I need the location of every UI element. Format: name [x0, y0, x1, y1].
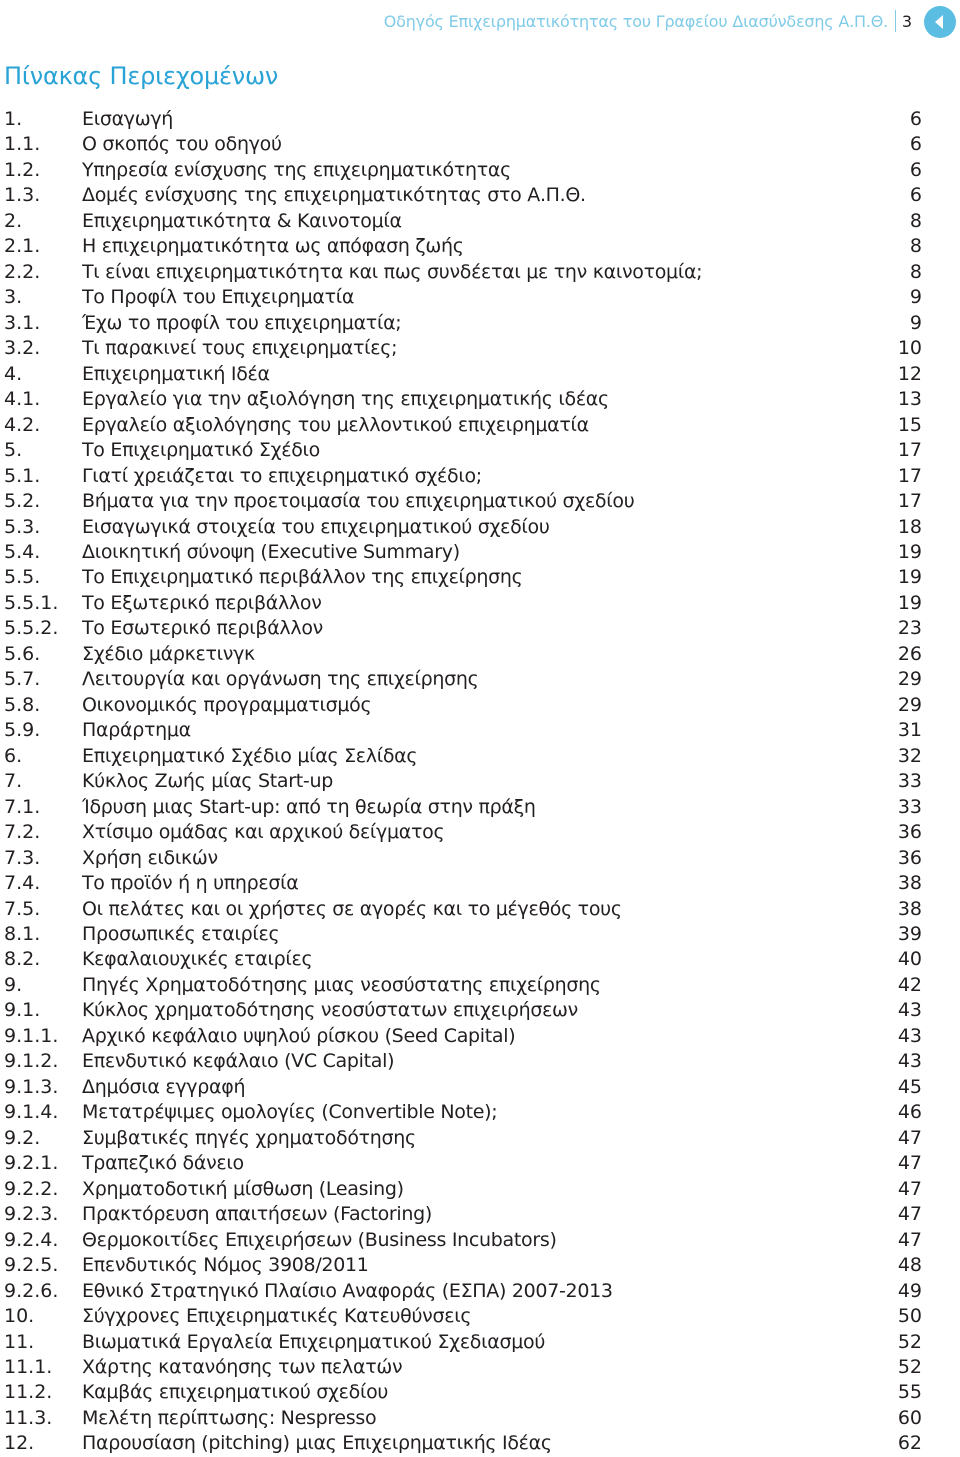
- toc-entry-label[interactable]: Σχέδιο μάρκετινγκ: [82, 642, 255, 665]
- toc-entry[interactable]: [4, 693, 922, 718]
- toc-entry[interactable]: [4, 183, 922, 208]
- toc-entry-label[interactable]: Καμβάς επιχειρηματικού σχεδίου: [82, 1381, 389, 1404]
- toc-entry-label[interactable]: Κύκλος χρηματοδότησης νεοσύστατων επιχειρήσεων: [82, 999, 578, 1022]
- toc-entry-page[interactable]: 9: [909, 286, 922, 309]
- toc-entry-label[interactable]: Εισαγωγικά στοιχεία του επιχειρηματικού σχεδίου: [82, 515, 550, 538]
- toc-entry[interactable]: [4, 947, 922, 972]
- toc-entry[interactable]: [4, 1355, 922, 1380]
- toc-entry-label[interactable]: Κύκλος Ζωής μίας Start-up: [82, 770, 333, 793]
- toc-entry[interactable]: [4, 158, 922, 183]
- toc-entry[interactable]: [4, 642, 922, 667]
- toc-entry-label[interactable]: Θερμοκοιτίδες Επιχειρήσεων (Business Incubators): [82, 1228, 557, 1251]
- toc-entry-label[interactable]: Μελέτη περίπτωσης: Nespresso: [82, 1406, 377, 1429]
- toc-entry[interactable]: [4, 209, 922, 234]
- toc-entry-page[interactable]: 6: [909, 108, 922, 130]
- toc-entry-page[interactable]: 49: [897, 1279, 922, 1302]
- toc-entry-label[interactable]: Βιωματικά Εργαλεία Επιχειρηματικού Σχεδιασμού: [82, 1330, 546, 1353]
- toc-entry-number: 5.: [4, 439, 23, 462]
- toc-entry-label[interactable]: Το Επιχειρηματικό περιβάλλον της επιχείρησης: [82, 566, 523, 589]
- toc-entry[interactable]: [4, 795, 922, 820]
- toc-entry-label[interactable]: Χάρτης κατανόησης των πελατών: [82, 1355, 403, 1378]
- toc-entry-page[interactable]: 13: [897, 388, 922, 411]
- toc-entry-page[interactable]: 6: [909, 158, 922, 181]
- toc-entry-page[interactable]: 47: [897, 1177, 922, 1200]
- toc-entry-label[interactable]: Χρήση ειδικών: [82, 846, 218, 869]
- toc-entry-number: 9.1.1.: [4, 1024, 59, 1047]
- toc-entry-number: 9.2.: [4, 1126, 41, 1149]
- toc-entry-label[interactable]: Τι είναι επιχειρηματικότητα και πως συνδέεται με την καινοτομία;: [82, 260, 703, 283]
- toc-entry[interactable]: [4, 1380, 922, 1405]
- toc-entry-number: 5.9.: [4, 719, 41, 742]
- toc-entry[interactable]: [4, 1126, 922, 1151]
- toc-entry[interactable]: [4, 846, 922, 871]
- toc-entry[interactable]: [4, 285, 922, 310]
- toc-entry[interactable]: [4, 1279, 922, 1304]
- toc-entry-label[interactable]: Ίδρυση μιας Start-up: από τη θεωρία στην πράξη: [82, 795, 536, 818]
- toc-entry-number: 1.: [4, 108, 23, 130]
- toc-entry-label[interactable]: Κεφαλαιουχικές εταιρίες: [82, 948, 313, 971]
- toc-entry[interactable]: [4, 1304, 922, 1329]
- toc-entry[interactable]: [4, 922, 922, 947]
- toc-entry-label[interactable]: Το Επιχειρηματικό Σχέδιο: [82, 439, 320, 462]
- toc-entry[interactable]: [4, 464, 922, 489]
- toc-entry-page[interactable]: 23: [897, 617, 922, 640]
- toc-list: [4, 107, 922, 1457]
- toc-entry[interactable]: [4, 1100, 922, 1125]
- toc-entry-page[interactable]: 52: [897, 1330, 922, 1353]
- toc-entry-number: 11.2.: [4, 1381, 53, 1404]
- toc-entry-number: 5.5.: [4, 566, 41, 589]
- toc-entry[interactable]: [4, 718, 922, 743]
- toc-entry[interactable]: [4, 387, 922, 412]
- toc-entry-label[interactable]: Λειτουργία και οργάνωση της επιχείρησης: [82, 668, 479, 691]
- toc-entry-label[interactable]: Τραπεζικό δάνειο: [82, 1152, 244, 1175]
- toc-entry-page[interactable]: 15: [897, 413, 922, 436]
- toc-entry-number: 5.3.: [4, 515, 41, 538]
- header-divider: [895, 10, 896, 32]
- toc-entry-label[interactable]: Τι παρακινεί τους επιχειρηματίες;: [82, 337, 398, 360]
- toc-entry[interactable]: [4, 260, 922, 285]
- toc-entry[interactable]: [4, 1049, 922, 1074]
- toc-entry-page[interactable]: 62: [897, 1432, 922, 1455]
- toc-entry-page[interactable]: 46: [897, 1101, 922, 1124]
- toc-entry-label[interactable]: Παράρτημα: [82, 719, 191, 742]
- toc-entry-label[interactable]: Πηγές Χρηματοδότησης μιας νεοσύστατης επιχείρησης: [82, 973, 601, 996]
- toc-entry-number: 9.2.1.: [4, 1152, 59, 1175]
- toc-entry-number: 2.: [4, 209, 23, 232]
- toc-entry[interactable]: [4, 311, 922, 336]
- toc-entry[interactable]: [4, 1151, 922, 1176]
- toc-entry-page[interactable]: 45: [897, 1075, 922, 1098]
- toc-entry-number: 5.8.: [4, 693, 41, 716]
- back-arrow-icon: [924, 6, 956, 38]
- toc-entry-number: 11.1.: [4, 1355, 53, 1378]
- toc-entry-label[interactable]: Προσωπικές εταιρίες: [82, 923, 280, 945]
- toc-entry-number: 9.2.3.: [4, 1203, 59, 1226]
- toc-entry-page[interactable]: 10: [897, 337, 922, 360]
- toc-entry-number: 2.1.: [4, 235, 41, 258]
- toc-entry-label[interactable]: Ο σκοπός του οδηγού: [82, 133, 282, 156]
- toc-entry-label[interactable]: Το προϊόν ή η υπηρεσία: [82, 872, 299, 895]
- toc-entry-number: 5.7.: [4, 668, 41, 691]
- toc-entry-page[interactable]: 31: [897, 719, 922, 742]
- toc-entry-label[interactable]: Το Εξωτερικό περιβάλλον: [82, 591, 322, 614]
- toc-entry-label[interactable]: Εργαλείο για την αξιολόγηση της επιχειρηματικής ιδέας: [82, 388, 609, 411]
- toc-entry-number: 3.2.: [4, 337, 41, 360]
- toc-entry-page[interactable]: 19: [897, 540, 922, 563]
- toc-entry-number: 9.2.2.: [4, 1177, 59, 1200]
- toc-entry-page[interactable]: 47: [897, 1228, 922, 1251]
- toc-entry[interactable]: [4, 132, 922, 157]
- toc-entry-page[interactable]: 12: [897, 362, 922, 385]
- toc-entry-label[interactable]: Βήματα για την προετοιμασία του επιχειρηματικού σχεδίου: [82, 490, 635, 513]
- toc-entry-number: 7.5.: [4, 897, 41, 920]
- toc-entry-number: 12.: [4, 1432, 35, 1455]
- toc-title: Πίνακας Περιεχομένων: [4, 62, 279, 90]
- toc-entry-page[interactable]: 50: [897, 1305, 922, 1328]
- toc-entry-page[interactable]: 29: [897, 693, 922, 716]
- toc-entry-label[interactable]: Μετατρέψιμες ομολογίες (Convertible Note);: [82, 1101, 498, 1124]
- toc-entry[interactable]: [4, 515, 922, 540]
- toc-entry-page[interactable]: 47: [897, 1152, 922, 1175]
- toc-entry[interactable]: [4, 565, 922, 590]
- toc-entry-number: 9.2.4.: [4, 1228, 59, 1251]
- toc-entry-label[interactable]: Επενδυτικό κεφάλαιο (VC Capital): [82, 1050, 395, 1073]
- toc-entry-label[interactable]: Σύγχρονες Επιχειρηματικές Κατευθύνσεις: [82, 1305, 472, 1328]
- toc-entry-page[interactable]: 52: [897, 1355, 922, 1378]
- toc-entry-label[interactable]: Επιχειρηματικότητα & Καινοτομία: [82, 209, 402, 232]
- toc-entry-number: 5.5.2.: [4, 617, 59, 640]
- toc-entry-label[interactable]: Δομές ενίσχυσης της επιχειρηματικότητας στο Α.Π.Θ.: [82, 184, 586, 207]
- toc-entry-number: 8.1.: [4, 923, 41, 945]
- toc-entry-page[interactable]: 18: [897, 515, 922, 538]
- toc-entry-label[interactable]: Εργαλείο αξιολόγησης του μελλοντικού επιχειρηματία: [82, 413, 589, 436]
- toc-entry-number: 1.2.: [4, 158, 41, 181]
- toc-entry-label[interactable]: Έχω το προφίλ του επιχειρηματία;: [82, 311, 402, 334]
- toc-entry-number: 7.4.: [4, 872, 41, 895]
- toc-entry-label[interactable]: Αρχικό κεφάλαιο υψηλού ρίσκου (Seed Capital): [82, 1024, 516, 1047]
- toc-entry-number: 4.1.: [4, 388, 41, 411]
- toc-entry[interactable]: [4, 336, 922, 361]
- page-number: 3: [901, 12, 912, 31]
- toc-entry[interactable]: [4, 540, 922, 565]
- toc-entry-page[interactable]: 60: [897, 1406, 922, 1429]
- toc-entry-label[interactable]: Υπηρεσία ενίσχυσης της επιχειρηματικότητας: [82, 158, 511, 181]
- toc-entry-number: 9.1.2.: [4, 1050, 59, 1073]
- toc-entry-page[interactable]: 43: [897, 1050, 922, 1073]
- toc-entry[interactable]: [4, 438, 922, 463]
- toc-entry-label[interactable]: Χρηματοδοτική μίσθωση (Leasing): [82, 1177, 404, 1200]
- toc-entry-label[interactable]: Το Εσωτερικό περιβάλλον: [82, 617, 323, 640]
- toc-entry-label[interactable]: Παρουσίαση (pitching) μιας Επιχειρηματικής Ιδέας: [82, 1432, 552, 1455]
- toc-entry[interactable]: [4, 234, 922, 259]
- toc-entry-number: 9.: [4, 973, 23, 996]
- toc-entry-page[interactable]: 40: [897, 948, 922, 971]
- toc-entry-page[interactable]: 17: [897, 464, 922, 487]
- toc-entry-page[interactable]: 47: [897, 1203, 922, 1226]
- toc-entry-label[interactable]: Το Προφίλ του Επιχειρηματία: [82, 286, 355, 309]
- toc-entry[interactable]: [4, 1406, 922, 1431]
- page-header: [0, 6, 960, 36]
- toc-entry-number: 1.1.: [4, 133, 41, 156]
- toc-entry-page[interactable]: 19: [897, 566, 922, 589]
- toc-entry[interactable]: [4, 973, 922, 998]
- toc-entry-page[interactable]: 43: [897, 999, 922, 1022]
- toc-entry-page[interactable]: 19: [897, 591, 922, 614]
- toc-entry-label[interactable]: Διοικητική σύνοψη (Executive Summary): [82, 540, 460, 563]
- toc-entry-page[interactable]: 43: [897, 1024, 922, 1047]
- toc-entry-page[interactable]: 6: [909, 133, 922, 156]
- toc-entry-number: 10.: [4, 1305, 35, 1328]
- toc-entry-number: 7.3.: [4, 846, 41, 869]
- toc-entry-label[interactable]: Η επιχειρηματικότητα ως απόφαση ζωής: [82, 235, 464, 258]
- toc-entry[interactable]: [4, 362, 922, 387]
- toc-entry-number: 9.1.: [4, 999, 41, 1022]
- toc-entry-page[interactable]: 33: [897, 770, 922, 793]
- toc-entry-label[interactable]: Επενδυτικός Νόμος 3908/2011: [82, 1254, 369, 1277]
- toc-entry[interactable]: [4, 820, 922, 845]
- toc-entry[interactable]: [4, 1202, 922, 1227]
- toc-entry-page[interactable]: 8: [909, 209, 922, 232]
- toc-entry-label[interactable]: Χτίσιμο ομάδας και αρχικού δείγματος: [82, 821, 445, 844]
- toc-entry[interactable]: [4, 1024, 922, 1049]
- toc-entry-page[interactable]: 6: [909, 184, 922, 207]
- toc-entry-number: 11.: [4, 1330, 35, 1353]
- toc-entry[interactable]: [4, 107, 922, 132]
- toc-entry-number: 8.2.: [4, 948, 41, 971]
- toc-entry-label[interactable]: Επιχειρηματική Ιδέα: [82, 362, 270, 385]
- toc-entry-number: 11.3.: [4, 1406, 53, 1429]
- toc-entry-number: 7.: [4, 770, 23, 793]
- toc-entry-label[interactable]: Δημόσια εγγραφή: [82, 1075, 246, 1098]
- toc-entry-number: 9.1.4.: [4, 1101, 59, 1124]
- toc-entry-number: 5.6.: [4, 642, 41, 665]
- toc-entry-page[interactable]: 36: [897, 821, 922, 844]
- toc-entry-page[interactable]: 38: [897, 872, 922, 895]
- toc-entry-label[interactable]: Επιχειρηματικό Σχέδιο μίας Σελίδας: [82, 744, 418, 767]
- toc-entry-page[interactable]: 39: [897, 923, 922, 945]
- toc-entry-number: 4.: [4, 362, 23, 385]
- toc-entry-page[interactable]: 48: [897, 1254, 922, 1277]
- toc-entry[interactable]: [4, 1228, 922, 1253]
- toc-entry-number: 5.5.1.: [4, 591, 59, 614]
- toc-entry-number: 5.2.: [4, 490, 41, 513]
- toc-entry-page[interactable]: 29: [897, 668, 922, 691]
- toc-entry[interactable]: [4, 1431, 922, 1456]
- toc-entry-page[interactable]: 33: [897, 795, 922, 818]
- toc-entry[interactable]: [4, 1075, 922, 1100]
- toc-entry-number: 6.: [4, 744, 23, 767]
- toc-entry[interactable]: [4, 413, 922, 438]
- toc-entry-page[interactable]: 38: [897, 897, 922, 920]
- toc-entry-number: 3.1.: [4, 311, 41, 334]
- toc-entry-label[interactable]: Συμβατικές πηγές χρηματοδότησης: [82, 1126, 416, 1149]
- toc-entry-page[interactable]: 32: [897, 744, 922, 767]
- toc-entry-page[interactable]: 47: [897, 1126, 922, 1149]
- toc-entry-label[interactable]: Γιατί χρειάζεται το επιχειρηματικό σχέδιο;: [82, 464, 482, 487]
- toc-entry-number: 9.2.6.: [4, 1279, 59, 1302]
- toc-entry-label[interactable]: Εθνικό Στρατηγικό Πλαίσιο Αναφοράς (ΕΣΠΑ) 2007-2013: [82, 1279, 613, 1302]
- toc-entry-number: 9.2.5.: [4, 1254, 59, 1277]
- toc-entry-number: 7.2.: [4, 821, 41, 844]
- toc-entry-page[interactable]: 9: [909, 311, 922, 334]
- toc-entry-page[interactable]: 36: [897, 846, 922, 869]
- toc-entry[interactable]: [4, 1253, 922, 1278]
- toc-entry-page[interactable]: 17: [897, 439, 922, 462]
- toc-entry[interactable]: [4, 897, 922, 922]
- toc-entry[interactable]: [4, 1177, 922, 1202]
- toc-entry-page[interactable]: 17: [897, 490, 922, 513]
- toc-entry[interactable]: [4, 616, 922, 641]
- toc-entry-label[interactable]: Εισαγωγή: [82, 108, 174, 130]
- toc-entry-number: 2.2.: [4, 260, 41, 283]
- toc-entry-page[interactable]: 8: [909, 235, 922, 258]
- toc-entry-label[interactable]: Οι πελάτες και οι χρήστες σε αγορές και το μέγεθός τους: [82, 897, 622, 920]
- document-title: Οδηγός Επιχειρηματικότητας του Γραφείου Διασύνδεσης Α.Π.Θ.: [383, 12, 888, 31]
- toc-entry-page[interactable]: 42: [897, 973, 922, 996]
- toc-entry-number: 5.1.: [4, 464, 41, 487]
- toc-entry[interactable]: [4, 591, 922, 616]
- toc-entry-number: 1.3.: [4, 184, 41, 207]
- toc-entry-number: 5.4.: [4, 540, 41, 563]
- toc-entry-number: 9.1.3.: [4, 1075, 59, 1098]
- toc-entry[interactable]: [4, 1330, 922, 1355]
- toc-entry[interactable]: [4, 667, 922, 692]
- toc-entry-page[interactable]: 8: [909, 260, 922, 283]
- toc-entry[interactable]: [4, 489, 922, 514]
- toc-entry-label[interactable]: Πρακτόρευση απαιτήσεων (Factoring): [82, 1203, 433, 1226]
- toc-entry-label[interactable]: Οικονομικός προγραμματισμός: [82, 693, 372, 716]
- toc-entry-number: 7.1.: [4, 795, 41, 818]
- toc-entry[interactable]: [4, 744, 922, 769]
- toc-entry-number: 4.2.: [4, 413, 41, 436]
- toc-entry[interactable]: [4, 769, 922, 794]
- toc-entry[interactable]: [4, 998, 922, 1023]
- toc-entry-number: 3.: [4, 286, 23, 309]
- back-button[interactable]: [924, 6, 956, 38]
- toc-entry[interactable]: [4, 871, 922, 896]
- toc-entry-page[interactable]: 26: [897, 642, 922, 665]
- toc-entry-page[interactable]: 55: [897, 1381, 922, 1404]
